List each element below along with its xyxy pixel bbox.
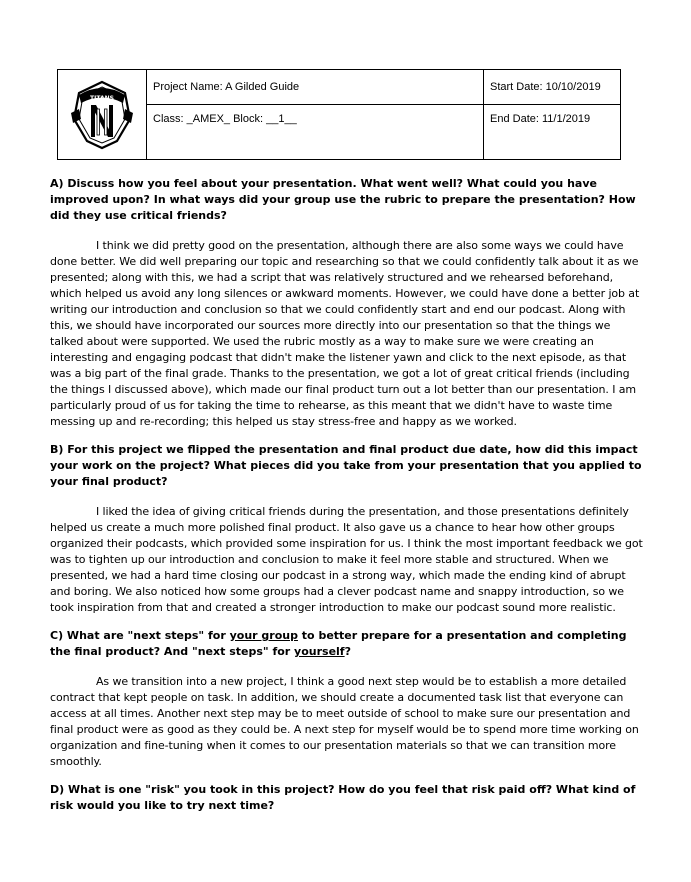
question-b: B) For this project we flipped the presentation and final product due date, how did this impact your work on the project? What pieces did you take from your presentation that you applied to your final product? (50, 443, 642, 488)
answer-b: I liked the idea of giving critical friends during the presentation, and those presentations definitely helped us create a much more polished final product. It also gave us a chance to hear how other groups organized their podcasts, which provided some inspiration for us. I think the most important feedback we got was to tighten up our introduction and conclusion to make it feel more stable and structured. When we presented, we had a hard time closing our podcast in a strong way, which made the ending kind of abrupt and boring. We also noticed how some groups had a clever podcast name and snappy introduction, so we took inspiration from that and created a stronger introduction to make our podcast sound more realistic. (50, 505, 643, 614)
class-block: Class: _AMEX_ Block: __1__ (153, 113, 297, 125)
end-date-cell (484, 105, 621, 160)
question-c-mid: to better prepare for a presentation and completing the final product? And "next steps" for (50, 629, 627, 658)
question-c-your-group: your group (229, 629, 298, 642)
start-date-cell (484, 70, 621, 105)
question-d: D) What is one "risk" you took in this project? How do you feel that risk paid off? What kind of risk would you like to try next time? (50, 783, 636, 812)
logo-text: TITANS (90, 94, 114, 102)
question-c-start: C) What are "next steps" for (50, 629, 230, 642)
answer-c: As we transition into a new project, I think a good next step would be to establish a more detailed contract that kept people on task. In addition, we should create a documented task list that everyone can access at all times. Another next step may be to meet outside of school to make sure our presentation and final product were as good as they could be. A next step for myself would be to spend more time working on organization and fine-tuning when it comes to our presentation materials so that we can transition more smoothly. (50, 675, 639, 768)
start-date: Start Date: 10/10/2019 (490, 81, 601, 93)
project-name: Project Name: A Gilded Guide (153, 81, 300, 93)
question-c-end: ? (344, 645, 351, 658)
header-table (57, 69, 621, 160)
logo-cell (58, 70, 147, 160)
class-cell (147, 105, 484, 160)
reflection-body (50, 176, 646, 814)
titans-logo-icon (67, 79, 137, 151)
answer-a: I think we did pretty good on the presentation, although there are also some ways we could have done better. We did well preparing our topic and researching so that we could confidently talk about it as we presented; along with this, we had a script that was relatively structured and we rehearsed beforehand, which helped us avoid any long silences or awkward moments. However, we could have done a better job at writing our introduction and conclusion so that we could confidently start and end our podcast. Along with this, we should have incorporated our sources more directly into our presentation so that the things we talked about were supported. We used the rubric mostly as a way to make sure we were creating an interesting and engaging podcast that didn't make the listener yawn and click to the next episode, as that was a big part of the final grade. Thanks to the presentation, we got a lot of great critical friends (including the things I discussed above), which made our final product turn out a lot better than our presentation. I am particularly proud of us for taking the time to rehearse, as this meant that we didn't have to waste time messing up and re-recording; this helped us stay stress-free and happy as we worked. (50, 239, 640, 428)
end-date: End Date: 11/1/2019 (490, 113, 591, 125)
question-a: A) Discuss how you feel about your presentation. What went well? What could you have improved upon? In what ways did your group use the rubric to prepare the presentation? How did they use critical friends? (50, 177, 636, 222)
project-name-cell (147, 70, 484, 105)
question-c-yourself: yourself (294, 645, 345, 658)
question-c (50, 628, 646, 660)
